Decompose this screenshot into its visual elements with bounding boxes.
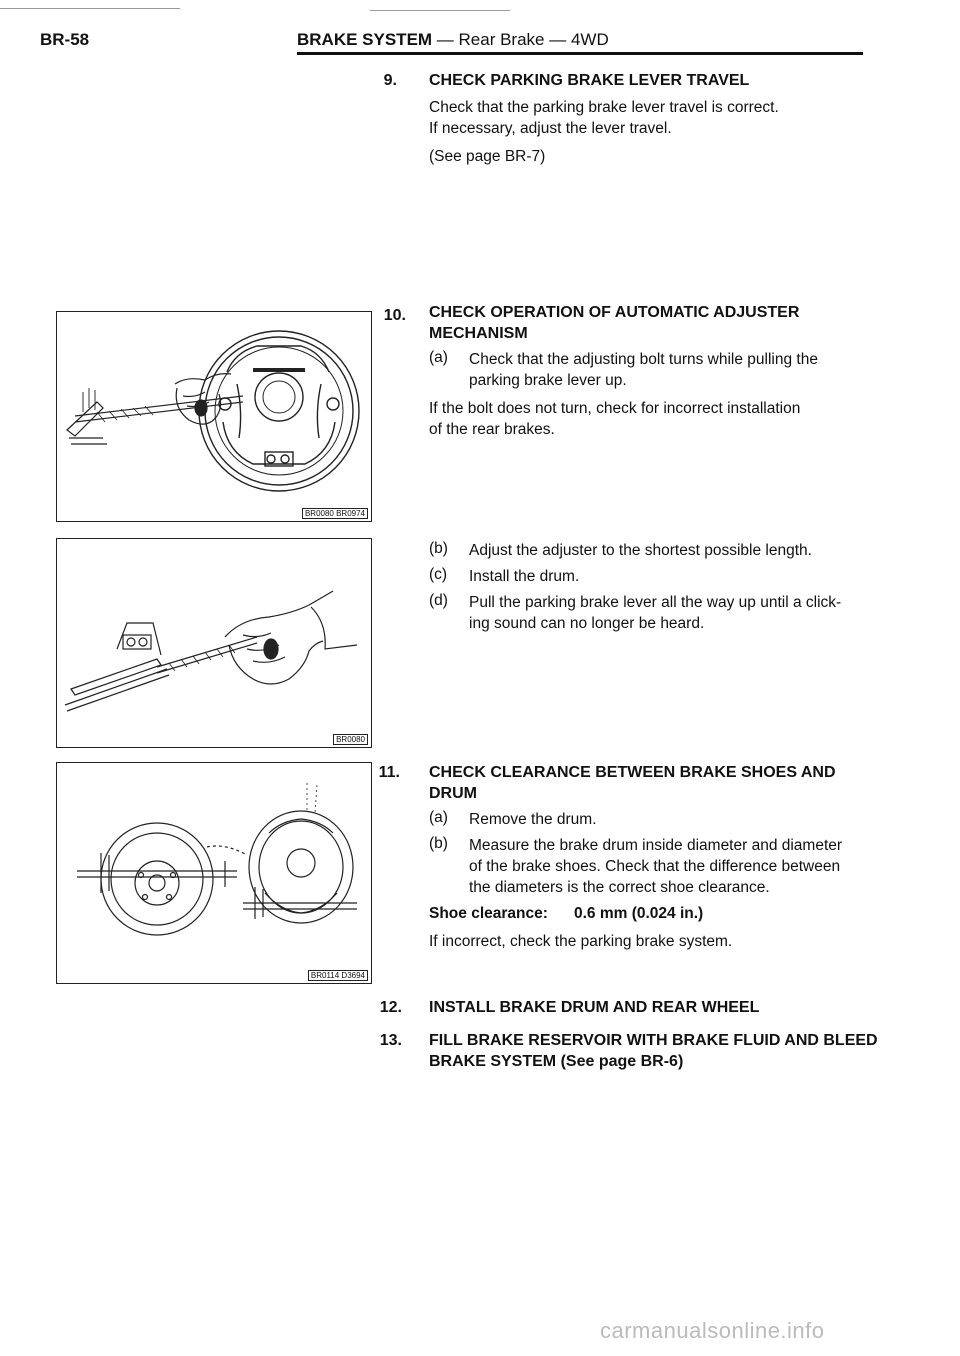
figure-code: BR0080 (333, 734, 368, 745)
step-number: 11. (378, 764, 400, 781)
step-heading: CHECK CLEARANCE BETWEEN BRAKE SHOES AND (429, 764, 836, 781)
step-heading: FILL BRAKE RESERVOIR WITH BRAKE FLUID AND BLEED (429, 1032, 878, 1049)
step-heading: CHECK OPERATION OF AUTOMATIC ADJUSTER (429, 304, 800, 321)
step-heading: DRUM (429, 785, 477, 802)
figure-clearance-measure (56, 762, 372, 984)
step-number: 13. (379, 1032, 402, 1049)
body-text: Check that the adjusting bolt turns while pulling the (469, 351, 818, 368)
section-title: BRAKE SYSTEM (297, 30, 433, 49)
page-code: BR-58 (40, 30, 90, 49)
sub-step-label: (b) (429, 540, 448, 557)
body-text: If the bolt does not turn, check for incorrect installation (429, 400, 801, 417)
page-title (297, 30, 609, 50)
tool-hand-illustration (57, 539, 373, 749)
section-subtitle: — Rear Brake — 4WD (432, 30, 609, 49)
body-text: of the rear brakes. (429, 421, 555, 438)
step-number: 9. (383, 72, 397, 89)
figure-code: BR0114 D3694 (308, 970, 368, 981)
figure-lever-pull (56, 538, 372, 748)
scan-artifact-line (0, 8, 180, 9)
body-text: Install the drum. (469, 568, 580, 585)
body-text: parking brake lever up. (469, 372, 627, 389)
body-text: ing sound can no longer be heard. (469, 615, 705, 632)
spec-label: Shoe clearance: (429, 905, 548, 922)
body-text: Adjust the adjuster to the shortest possible length. (469, 542, 812, 559)
watermark: carmanualsonline.info (600, 1318, 825, 1343)
figure-code: BR0080 BR0974 (302, 508, 368, 519)
step-number: 12. (379, 999, 402, 1016)
figure-adjuster-check (56, 311, 372, 522)
header-rule (297, 52, 863, 55)
caliper-measurement-illustration (57, 763, 373, 985)
sub-step-label: (c) (429, 566, 448, 583)
body-text: Pull the parking brake lever all the way up until a click- (469, 594, 842, 611)
body-text: Measure the brake drum inside diameter and diameter (469, 837, 843, 854)
body-text: the diameters is the correct shoe clearance. (469, 879, 770, 896)
step-heading: MECHANISM (429, 325, 528, 342)
spec-value: 0.6 mm (0.024 in.) (574, 905, 704, 922)
step-heading: BRAKE SYSTEM (See page BR-6) (429, 1053, 684, 1070)
body-text: Check that the parking brake lever travel is correct. (429, 99, 779, 116)
sub-step-label: (b) (429, 835, 448, 852)
sub-step-label: (d) (429, 592, 448, 609)
body-text: of the brake shoes. Check that the difference between (469, 858, 841, 875)
sub-step-label: (a) (429, 809, 448, 826)
body-text: Remove the drum. (469, 811, 597, 828)
scan-artifact-line (370, 10, 510, 11)
step-heading: INSTALL BRAKE DRUM AND REAR WHEEL (429, 999, 760, 1016)
brake-assembly-illustration (57, 312, 373, 523)
page-reference: (See page BR-7) (429, 148, 546, 165)
step-number: 10. (383, 307, 406, 324)
step-heading: CHECK PARKING BRAKE LEVER TRAVEL (429, 72, 750, 89)
sub-step-label: (a) (429, 349, 448, 366)
body-text: If incorrect, check the parking brake system. (429, 933, 733, 950)
body-text: If necessary, adjust the lever travel. (429, 120, 672, 137)
